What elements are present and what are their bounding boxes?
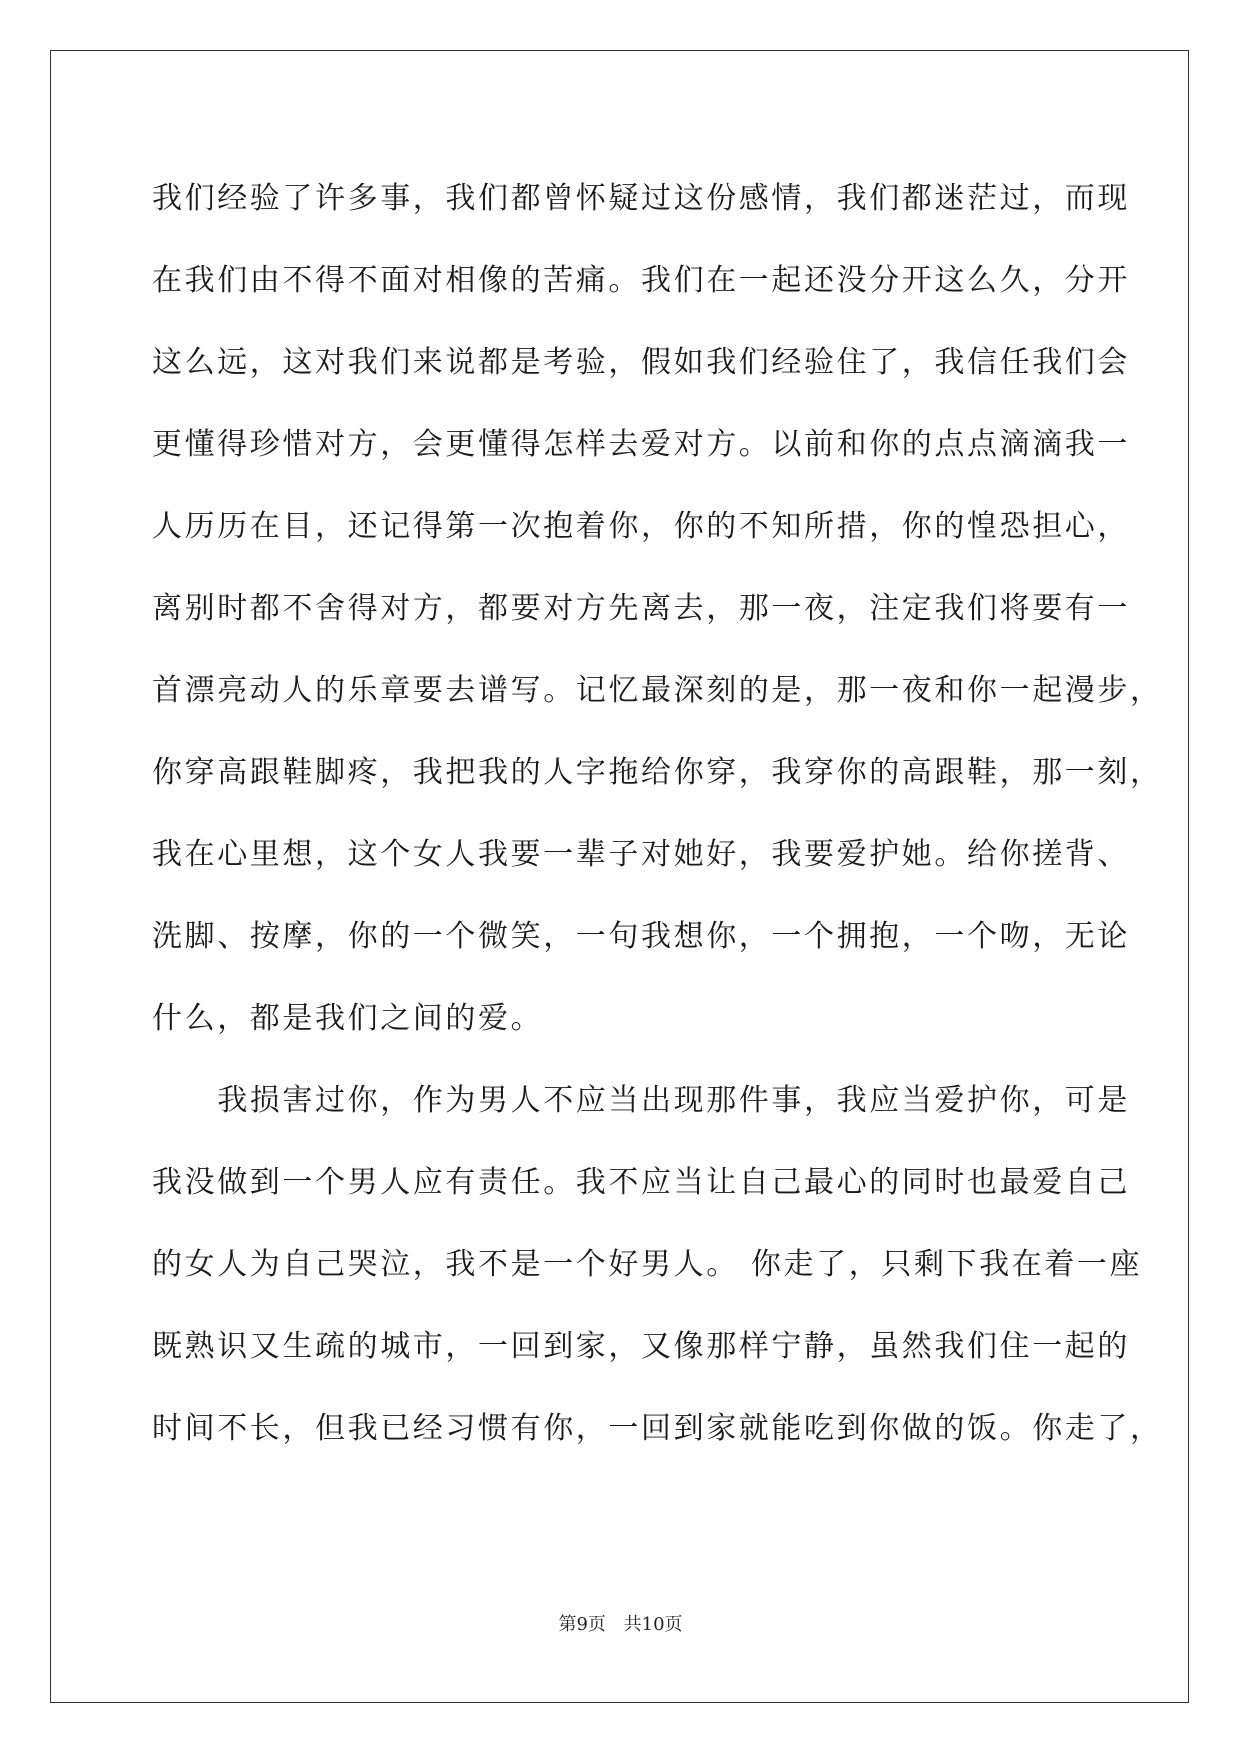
text-line: 这么远，这对我们来说都是考验，假如我们经验住了，我信任我们会 [152,345,1130,380]
page-number: 第9页 [558,1614,606,1635]
text-line: 离别时都不舍得对方，都要对方先离去，那一夜，注定我们将要有一 [152,591,1130,626]
text-line: 更懂得珍惜对方，会更懂得怎样去爱对方。以前和你的点点滴滴我一 [152,427,1130,462]
text-line: 什么，都是我们之间的爱。 [152,1001,544,1036]
text-line: 我在心里想，这个女人我要一辈子对她好，我要爱护她。给你搓背、 [152,837,1130,872]
text-line: 在我们由不得不面对相像的苦痛。我们在一起还没分开这么久，分开 [152,263,1130,298]
text-line: 人历历在目，还记得第一次抱着你，你的不知所措，你的惶恐担心， [152,509,1130,544]
text-line: 我们经验了许多事，我们都曾怀疑过这份感情，我们都迷茫过，而现 [152,181,1130,216]
text-line: 洗脚、按摩，你的一个微笑，一句我想你，一个拥抱，一个吻，无论 [152,919,1130,954]
text-line: 首漂亮动人的乐章要去谱写。记忆最深刻的是，那一夜和你一起漫步， [152,673,1163,708]
text-line: 我损害过你，作为男人不应当出现那件事，我应当爱护你，可是 [152,1083,1130,1118]
page-total: 共10页 [623,1614,683,1635]
text-line: 我没做到一个男人应有责任。我不应当让自己最心的同时也最爱自己 [152,1165,1130,1200]
text-line: 你穿高跟鞋脚疼，我把我的人字拖给你穿，我穿你的高跟鞋，那一刻， [152,755,1163,790]
document-body [152,158,1163,1470]
text-line: 既熟识又生疏的城市，一回到家，又像那样宁静，虽然我们住一起的 [152,1329,1130,1364]
text-line: 的女人为自己哭泣，我不是一个好男人。 你走了，只剩下我在着一座 [152,1247,1143,1282]
text-line: 时间不长，但我已经习惯有你，一回到家就能吃到你做的饭。你走了， [152,1411,1163,1446]
page-footer [0,1610,1241,1636]
